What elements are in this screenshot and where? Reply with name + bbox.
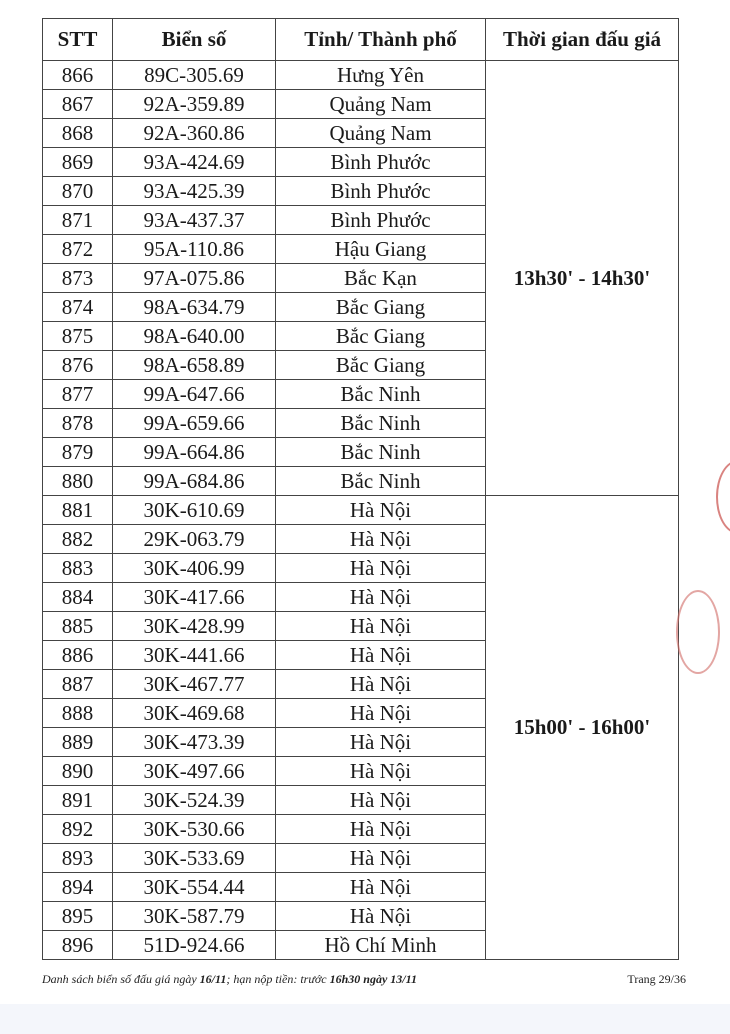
row-stt: 873	[43, 264, 113, 293]
row-stt: 871	[43, 206, 113, 235]
row-plate-number: 92A-360.86	[113, 119, 276, 148]
row-plate-number: 98A-658.89	[113, 351, 276, 380]
row-plate-number: 30K-428.99	[113, 612, 276, 641]
row-province: Hà Nội	[276, 815, 486, 844]
table-row	[43, 61, 679, 90]
row-stt: 884	[43, 583, 113, 612]
stamp-mark-upper	[716, 460, 730, 534]
row-plate-number: 99A-664.86	[113, 438, 276, 467]
row-province: Quảng Nam	[276, 90, 486, 119]
auction-time-slot: 13h30' - 14h30'	[486, 61, 679, 496]
row-province: Bắc Ninh	[276, 467, 486, 496]
page-number: Trang 29/36	[627, 972, 686, 986]
row-province: Hồ Chí Minh	[276, 931, 486, 960]
row-province: Hà Nội	[276, 728, 486, 757]
row-province: Hà Nội	[276, 786, 486, 815]
row-stt: 889	[43, 728, 113, 757]
row-plate-number: 93A-437.37	[113, 206, 276, 235]
row-stt: 895	[43, 902, 113, 931]
row-stt: 866	[43, 61, 113, 90]
row-plate-number: 30K-406.99	[113, 554, 276, 583]
row-plate-number: 93A-424.69	[113, 148, 276, 177]
row-province: Bình Phước	[276, 177, 486, 206]
auction-table	[42, 18, 679, 960]
footer-note	[42, 972, 682, 987]
stamp-mark-lower	[676, 590, 720, 674]
row-plate-number: 30K-497.66	[113, 757, 276, 786]
footer-deadline: 16h30 ngày 13/11	[329, 972, 417, 986]
row-stt: 875	[43, 322, 113, 351]
row-stt: 894	[43, 873, 113, 902]
row-province: Bắc Ninh	[276, 380, 486, 409]
row-plate-number: 98A-634.79	[113, 293, 276, 322]
row-province: Hà Nội	[276, 670, 486, 699]
row-province: Hà Nội	[276, 612, 486, 641]
row-province: Hà Nội	[276, 496, 486, 525]
header-stt: STT	[43, 19, 113, 61]
row-plate-number: 51D-924.66	[113, 931, 276, 960]
row-plate-number: 98A-640.00	[113, 322, 276, 351]
table-row	[43, 496, 679, 525]
row-plate-number: 30K-587.79	[113, 902, 276, 931]
row-province: Bình Phước	[276, 206, 486, 235]
row-plate-number: 30K-469.68	[113, 699, 276, 728]
table-body	[43, 61, 679, 960]
row-stt: 874	[43, 293, 113, 322]
row-province: Quảng Nam	[276, 119, 486, 148]
row-stt: 888	[43, 699, 113, 728]
row-plate-number: 92A-359.89	[113, 90, 276, 119]
row-stt: 880	[43, 467, 113, 496]
row-province: Hưng Yên	[276, 61, 486, 90]
row-province: Hà Nội	[276, 554, 486, 583]
row-plate-number: 30K-441.66	[113, 641, 276, 670]
row-stt: 879	[43, 438, 113, 467]
row-stt: 881	[43, 496, 113, 525]
row-province: Bắc Giang	[276, 351, 486, 380]
row-stt: 877	[43, 380, 113, 409]
row-province: Hà Nội	[276, 844, 486, 873]
row-province: Bình Phước	[276, 148, 486, 177]
row-plate-number: 30K-417.66	[113, 583, 276, 612]
row-stt: 893	[43, 844, 113, 873]
row-stt: 868	[43, 119, 113, 148]
row-plate-number: 99A-647.66	[113, 380, 276, 409]
row-stt: 876	[43, 351, 113, 380]
row-plate-number: 99A-659.66	[113, 409, 276, 438]
row-province: Hà Nội	[276, 583, 486, 612]
row-stt: 869	[43, 148, 113, 177]
row-stt: 867	[43, 90, 113, 119]
row-stt: 891	[43, 786, 113, 815]
row-stt: 887	[43, 670, 113, 699]
row-province: Hậu Giang	[276, 235, 486, 264]
row-plate-number: 30K-554.44	[113, 873, 276, 902]
row-stt: 872	[43, 235, 113, 264]
row-stt: 892	[43, 815, 113, 844]
row-plate-number: 30K-467.77	[113, 670, 276, 699]
row-province: Hà Nội	[276, 699, 486, 728]
row-province: Bắc Ninh	[276, 438, 486, 467]
row-plate-number: 30K-524.39	[113, 786, 276, 815]
row-plate-number: 95A-110.86	[113, 235, 276, 264]
header-auction-time: Thời gian đấu giá	[486, 19, 679, 61]
header-plate-number: Biển số	[113, 19, 276, 61]
row-plate-number: 30K-610.69	[113, 496, 276, 525]
row-province: Hà Nội	[276, 902, 486, 931]
row-province: Bắc Ninh	[276, 409, 486, 438]
row-plate-number: 93A-425.39	[113, 177, 276, 206]
row-plate-number: 89C-305.69	[113, 61, 276, 90]
row-plate-number: 97A-075.86	[113, 264, 276, 293]
row-stt: 870	[43, 177, 113, 206]
header-province: Tỉnh/ Thành phố	[276, 19, 486, 61]
row-plate-number: 30K-530.66	[113, 815, 276, 844]
row-province: Bắc Giang	[276, 293, 486, 322]
footer-middle: ; hạn nộp tiền: trước	[226, 972, 330, 986]
row-province: Hà Nội	[276, 873, 486, 902]
footer-auction-date: 16/11	[199, 972, 227, 986]
row-stt: 896	[43, 931, 113, 960]
footer-prefix: Danh sách biển số đấu giá ngày	[42, 972, 200, 986]
row-province: Bắc Giang	[276, 322, 486, 351]
row-stt: 883	[43, 554, 113, 583]
row-province: Hà Nội	[276, 641, 486, 670]
row-stt: 886	[43, 641, 113, 670]
row-stt: 890	[43, 757, 113, 786]
row-province: Hà Nội	[276, 525, 486, 554]
row-province: Hà Nội	[276, 757, 486, 786]
page-bottom-band	[0, 1004, 730, 1034]
row-plate-number: 30K-533.69	[113, 844, 276, 873]
row-stt: 882	[43, 525, 113, 554]
row-plate-number: 29K-063.79	[113, 525, 276, 554]
row-stt: 878	[43, 409, 113, 438]
row-plate-number: 99A-684.86	[113, 467, 276, 496]
row-stt: 885	[43, 612, 113, 641]
table-header-row	[43, 19, 679, 61]
auction-time-slot: 15h00' - 16h00'	[486, 496, 679, 960]
row-province: Bắc Kạn	[276, 264, 486, 293]
row-plate-number: 30K-473.39	[113, 728, 276, 757]
